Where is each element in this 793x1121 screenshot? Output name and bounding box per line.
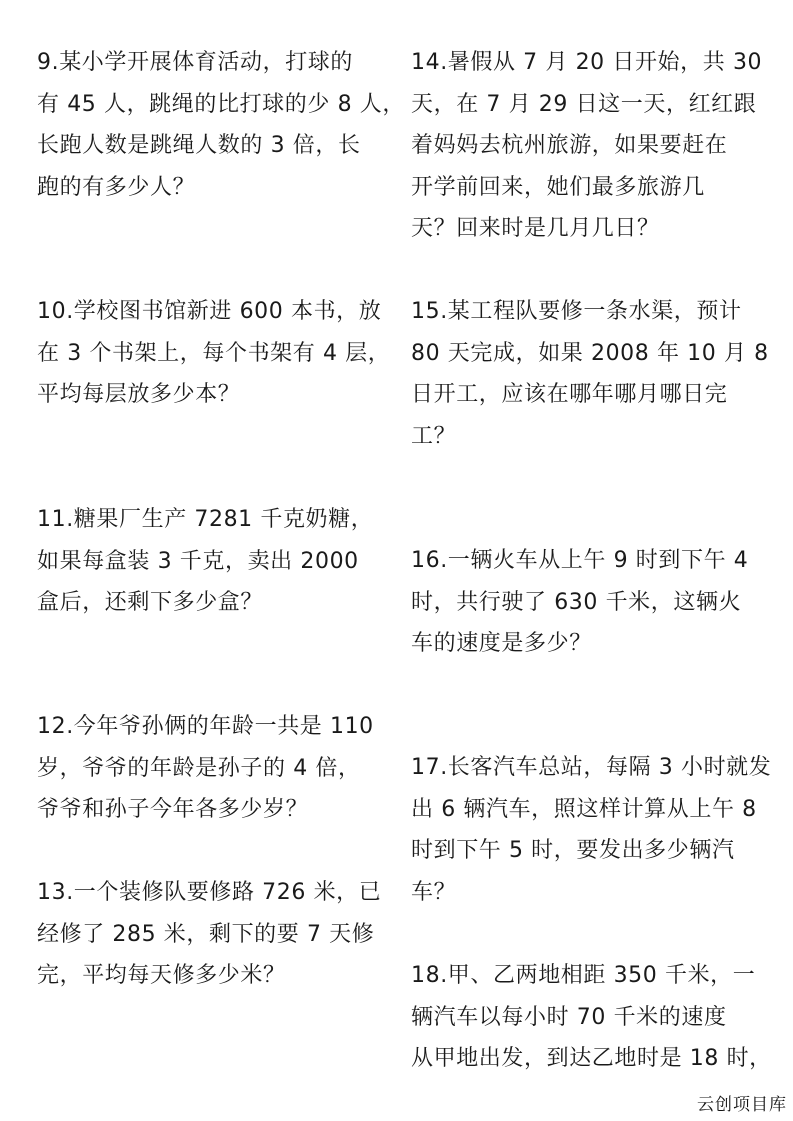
problem-line: 长跑人数是跳绳人数的 3 倍，长 <box>37 133 361 158</box>
problem-line: 16.一辆火车从上午 9 时到下午 4 <box>411 548 749 573</box>
problem-line: 着妈妈去杭州旅游，如果要赶在 <box>411 133 728 158</box>
problem-9 <box>37 42 405 208</box>
problem-line: 天？回来时是几月几日？ <box>411 216 660 241</box>
problem-line: 12.今年爷孙俩的年龄一共是 110 <box>37 714 374 739</box>
problem-line: 10.学校图书馆新进 600 本书，放 <box>37 299 382 324</box>
problem-line: 时，共行驶了 630 千米，这辆火 <box>411 589 742 615</box>
problem-line: 出 6 辆汽车，照这样计算从上午 8 <box>411 796 757 822</box>
problem-line: 车？ <box>411 879 457 905</box>
problem-line: 工？ <box>411 423 457 449</box>
problem-11 <box>37 499 392 624</box>
problem-line: 9.某小学开展体育活动，打球的 <box>37 50 353 75</box>
problem-line: 时到下午 5 时，要发出多少辆汽 <box>411 838 735 863</box>
problem-line: 盒后，还剩下多少盒？ <box>37 590 264 615</box>
problem-line: 80 天完成，如果 2008 年 10 月 8 <box>411 340 769 366</box>
problem-line: 车的速度是多少？ <box>411 631 592 656</box>
problem-line: 18.甲、乙两地相距 350 千米，一 <box>411 963 756 988</box>
problem-line: 平均每层放多少本？ <box>37 382 241 407</box>
problem-line: 完，平均每天修多少米？ <box>37 963 286 988</box>
watermark: 云创项目库 <box>697 1095 787 1115</box>
problem-line: 天，在 7 月 29 日这一天，红红跟 <box>411 91 757 117</box>
problem-12 <box>37 706 392 831</box>
problem-18 <box>411 955 771 1080</box>
problem-line: 跑的有多少人？ <box>37 174 196 200</box>
problem-line: 开学前回来，她们最多旅游几 <box>411 174 705 200</box>
problem-line: 15.某工程队要修一条水渠，预计 <box>411 299 742 324</box>
problem-10 <box>37 291 392 416</box>
problem-16 <box>411 540 771 665</box>
problem-line: 爷爷和孙子今年各多少岁？ <box>37 797 309 822</box>
problem-line: 日开工，应该在哪年哪月哪日完 <box>411 382 728 407</box>
problem-line: 13.一个装修队要修路 726 米，已 <box>37 880 382 905</box>
problem-13 <box>37 872 392 997</box>
problem-line: 在 3 个书架上，每个书架有 4 层， <box>37 340 391 366</box>
problem-line: 如果每盒装 3 千克，卖出 2000 <box>37 548 359 574</box>
problem-14 <box>411 42 771 250</box>
problem-17 <box>411 747 771 913</box>
problem-line: 11.糖果厂生产 7281 千克奶糖， <box>37 507 374 532</box>
problem-line: 有 45 人，跳绳的比打球的少 8 人， <box>37 91 405 117</box>
problem-line: 经修了 285 米，剩下的要 7 天修 <box>37 921 375 947</box>
problem-line: 岁，爷爷的年龄是孙子的 4 倍， <box>37 755 361 781</box>
problem-line: 14.暑假从 7 月 20 日开始，共 30 <box>411 50 763 75</box>
problem-15 <box>411 291 771 457</box>
problem-line: 辆汽车以每小时 70 千米的速度 <box>411 1004 727 1030</box>
problem-line: 从甲地出发，到达乙地时是 18 时， <box>411 1046 772 1071</box>
problem-line: 17.长客汽车总站，每隔 3 小时就发 <box>411 755 772 780</box>
